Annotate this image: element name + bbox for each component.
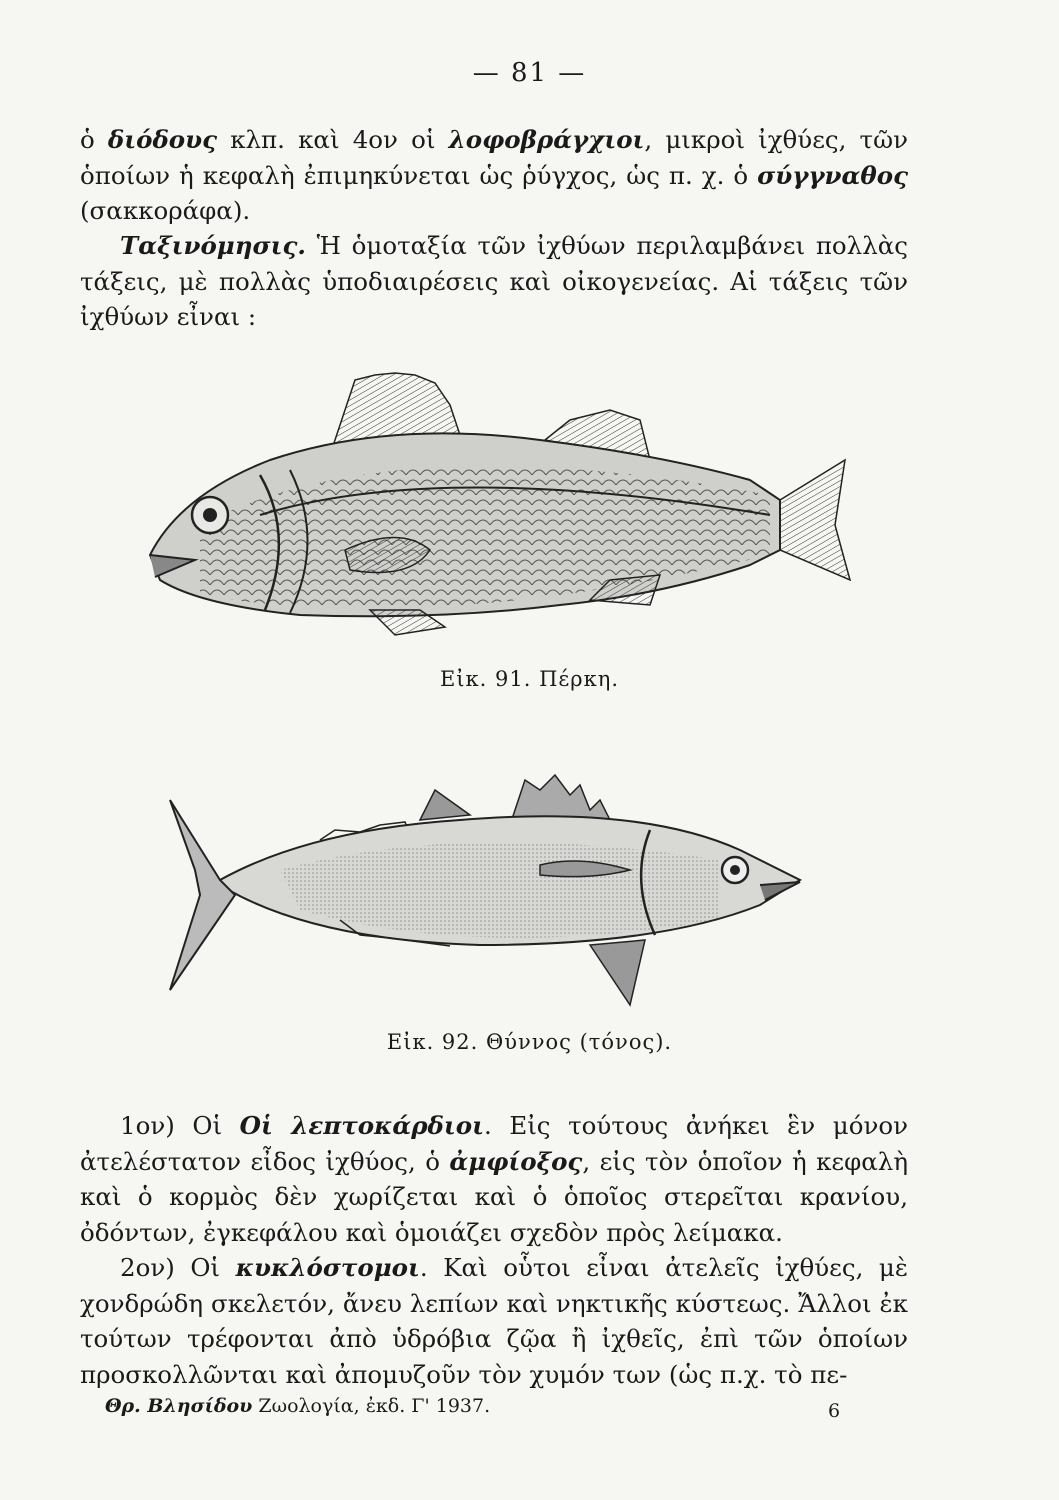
term-diodous: διόδους bbox=[107, 125, 218, 154]
paragraph-3: 1ον) Οἱ Οἱ λεπτοκάρδιοι. Εἰς τούτους ἀνήκει ἓν μόνον ἀτελέστατον εἶδος ἰχθύος, ὁ ἀμφίοξος, εἰς τὸν ὁποῖον ἡ κεφαλὴ καὶ ὁ κορμὸς δὲν χωρίζεται καὶ ὁ ὁποῖος στερεῖται κρανίου, ὀδόντων, ἐγκεφάλου καὶ ὁμοιάζει σχεδὸν πρὸς λείμακα. bbox=[80, 1111, 908, 1247]
term-lofovranchioi: λοφοβράγχιοι bbox=[448, 125, 645, 154]
figure-92-caption: Εἰκ. 92. Θύννος (τόνος). bbox=[386, 1030, 673, 1054]
term-kyklostomoi: κυκλόστομοι bbox=[235, 1253, 420, 1282]
tuna-illustration bbox=[160, 760, 810, 1010]
footer-author: Θρ. Βλησίδου bbox=[105, 1395, 253, 1417]
term-syngnathos: σύγγναθος bbox=[757, 160, 908, 190]
figure-91-caption: Εἰκ. 91. Πέρκη. bbox=[439, 667, 620, 691]
page-number: — 81 — bbox=[472, 58, 587, 88]
paragraph-1: ὁ διόδους κλπ. καὶ 4ον οἱ λοφοβράγχιοι, μικροὶ ἰχθύες, τῶν ὁποίων ἡ κεφαλὴ ἐπιμηκύνεται ὡς ῥύγχος, ὡς π. χ. ὁ σύγγναθος (σακκοράφα). bbox=[80, 125, 908, 225]
footer-citation: Θρ. Βλησίδου Ζωολογία, ἐκδ. Γ' 1937. bbox=[105, 1395, 491, 1417]
term-leptokardioi: Οἱ λεπτοκάρδιοι bbox=[239, 1111, 484, 1140]
term-amfioxos: ἀμφίοξος bbox=[449, 1146, 583, 1176]
paragraph-2: Ταξινόμησις. Ἡ ὁμοταξία τῶν ἰχθύων περιλαμβάνει πολλὰς τάξεις, μὲ πολλὰς ὑποδιαιρέσεις καὶ οἰκογενείας. Αἱ τάξεις τῶν ἰχθύων εἶναι : bbox=[80, 231, 908, 331]
signature-mark: 6 bbox=[828, 1400, 841, 1422]
section-heading-taxinomisis: Ταξινόμησις. bbox=[120, 231, 306, 260]
perch-illustration bbox=[140, 365, 880, 655]
paragraph-4: 2ον) Οἱ κυκλόστομοι. Καὶ οὗτοι εἶναι ἀτελεῖς ἰχθύες, μὲ χονδρώδη σκελετόν, ἄνευ λεπίων καὶ νηκτικῆς κύστεως. Ἄλλοι ἐκ τούτων τρέφονται ἀπὸ ὑδρόβια ζῷα ἢ ἰχθεῖς, ἐπὶ τῶν ὁποίων προσκολλῶνται καὶ ἀπομυζοῦν τὸν χυμόν των (ὡς π.χ. τὸ πε- bbox=[80, 1253, 909, 1389]
